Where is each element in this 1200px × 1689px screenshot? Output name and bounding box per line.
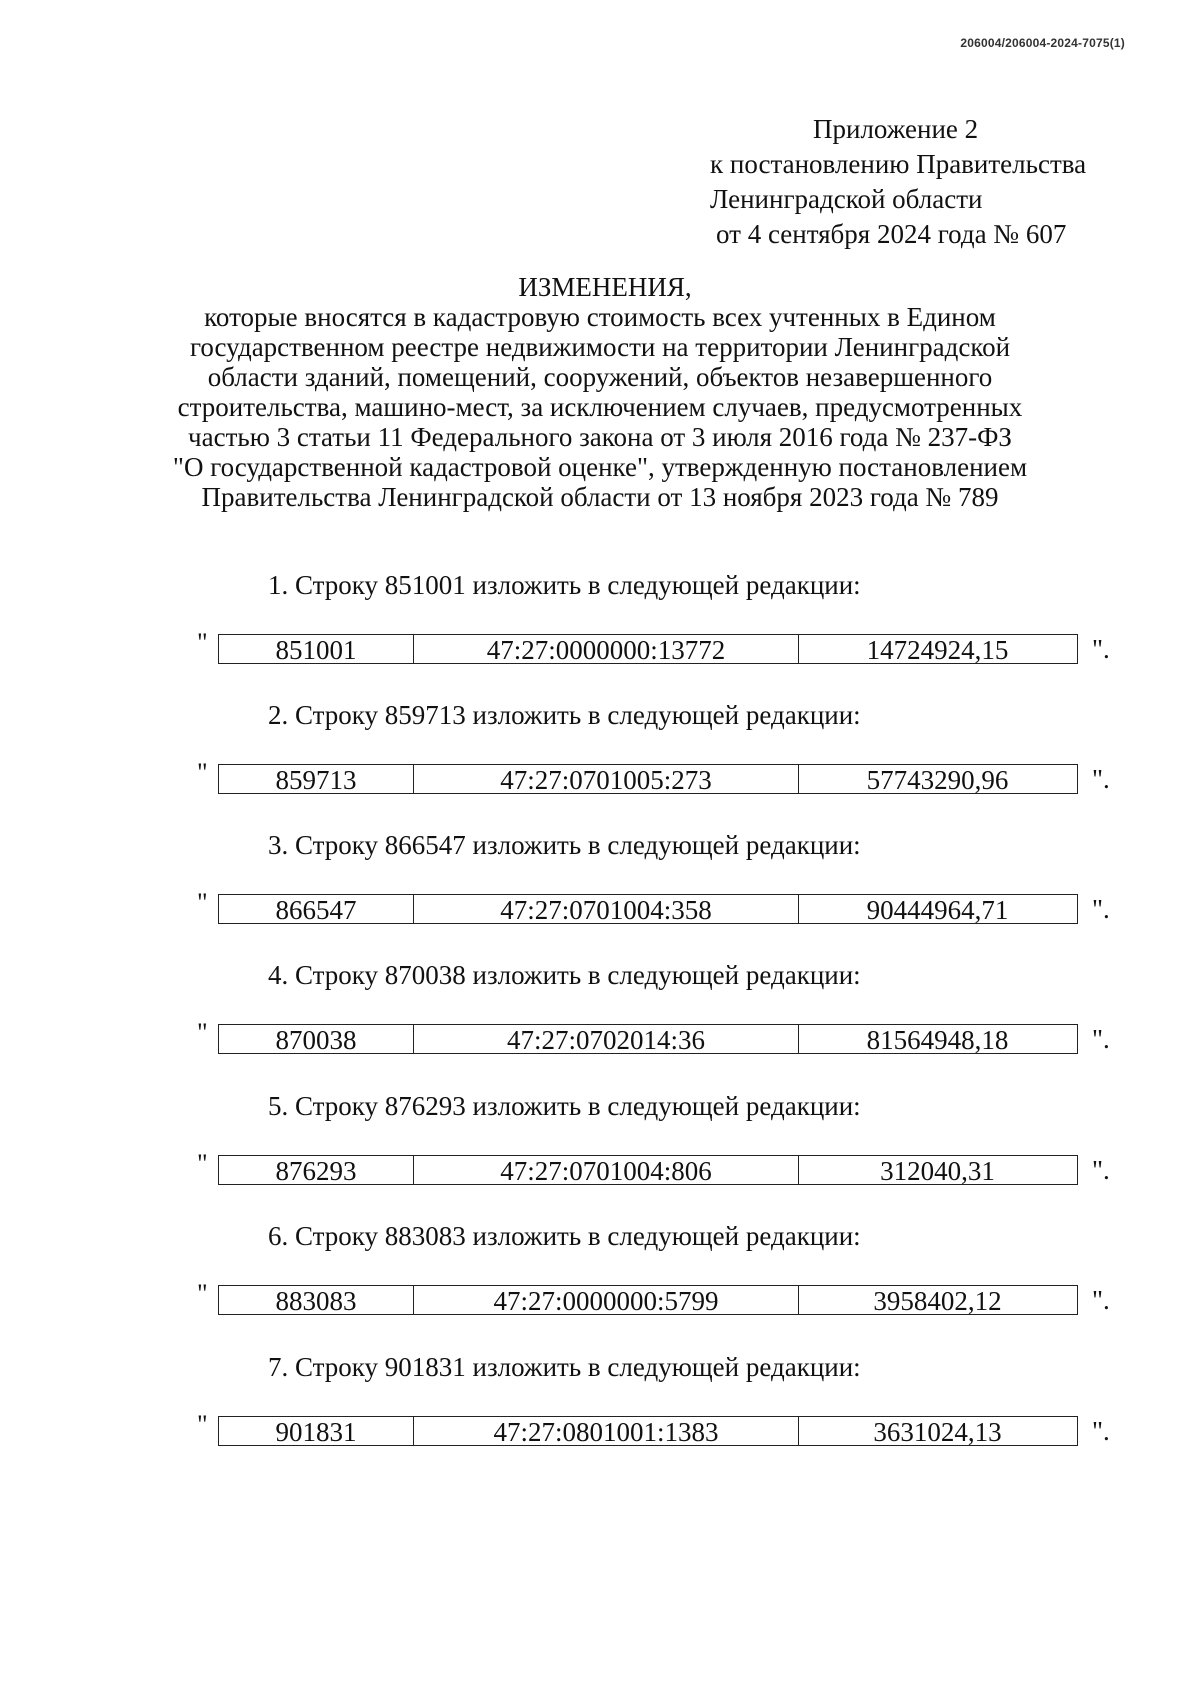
row-number-cell: 859713 bbox=[219, 765, 414, 793]
heading-line: которые вносятся в кадастровую стоимость всех учтенных в Едином bbox=[204, 302, 996, 332]
cadastral-value-cell: 312040,31 bbox=[880, 1156, 995, 1184]
cadastral-number-cell: 47:27:0000000:13772 bbox=[414, 635, 799, 663]
row-number-cell: 901831 bbox=[219, 1417, 414, 1445]
cadastral-number-cell: 47:27:0701005:273 bbox=[414, 765, 799, 793]
quote-open-mark: " bbox=[197, 1410, 208, 1439]
amendment-instruction: 2. Строку 859713 изложить в следующей редакции: bbox=[268, 700, 861, 730]
amendment-row-table bbox=[218, 894, 1078, 924]
cadastral-value-cell: 3631024,13 bbox=[873, 1417, 1002, 1445]
amendment-row-table bbox=[218, 1024, 1078, 1054]
amendment-row-table bbox=[218, 764, 1078, 794]
amendment-instruction: 4. Строку 870038 изложить в следующей редакции: bbox=[268, 960, 861, 990]
amendment-row-table bbox=[218, 1155, 1078, 1185]
appendix-block bbox=[710, 112, 1086, 252]
heading-line: государственном реестре недвижимости на территории Ленинградской bbox=[189, 332, 1011, 362]
quote-close-mark: ". bbox=[1092, 1024, 1110, 1054]
cadastral-value-cell: 57743290,96 bbox=[866, 765, 1009, 793]
row-number-cell: 870038 bbox=[219, 1025, 414, 1053]
cadastral-number-cell: 47:27:0801001:1383 bbox=[414, 1417, 799, 1445]
quote-open-mark: " bbox=[197, 1018, 208, 1047]
cadastral-value-cell: 81564948,18 bbox=[866, 1025, 1009, 1053]
cadastral-number-cell: 47:27:0701004:358 bbox=[414, 895, 799, 923]
quote-close-mark: ". bbox=[1092, 634, 1110, 664]
quote-close-mark: ". bbox=[1092, 1285, 1110, 1315]
quote-close-mark: ". bbox=[1092, 1416, 1110, 1446]
amendment-instruction: 3. Строку 866547 изложить в следующей редакции: bbox=[268, 830, 861, 860]
heading-line: частью 3 статьи 11 Федерального закона от 3 июля 2016 года № 237-ФЗ bbox=[188, 422, 1012, 452]
quote-open-mark: " bbox=[197, 758, 208, 787]
changes-heading bbox=[0, 272, 1200, 512]
quote-close-mark: ". bbox=[1092, 764, 1110, 794]
row-number-cell: 851001 bbox=[219, 635, 414, 663]
amendment-row-table bbox=[218, 1416, 1078, 1446]
quote-open-mark: " bbox=[197, 1149, 208, 1178]
quote-open-mark: " bbox=[197, 628, 208, 657]
document-id: 206004/206004-2024-7075(1) bbox=[960, 36, 1125, 50]
appendix-date-line: от 4 сентября 2024 года № 607 bbox=[716, 219, 1067, 249]
heading-line: строительства, машино-мест, за исключением случаев, предусмотренных bbox=[177, 392, 1023, 422]
cadastral-value-cell: 14724924,15 bbox=[866, 635, 1009, 663]
amendment-instruction: 5. Строку 876293 изложить в следующей редакции: bbox=[268, 1091, 861, 1121]
quote-open-mark: " bbox=[197, 1279, 208, 1308]
cadastral-number-cell: 47:27:0000000:5799 bbox=[414, 1286, 799, 1314]
amendment-instruction: 6. Строку 883083 изложить в следующей редакции: bbox=[268, 1221, 861, 1251]
heading-line: области зданий, помещений, сооружений, объектов незавершенного bbox=[207, 362, 993, 392]
row-number-cell: 883083 bbox=[219, 1286, 414, 1314]
amendment-row-table bbox=[218, 634, 1078, 664]
row-number-cell: 876293 bbox=[219, 1156, 414, 1184]
appendix-title: Приложение 2 bbox=[813, 114, 979, 144]
appendix-line-1: к постановлению Правительства bbox=[710, 149, 1087, 179]
heading-line: "О государственной кадастровой оценке", утвержденную постановлением bbox=[172, 452, 1028, 482]
amendment-row-table bbox=[218, 1285, 1078, 1315]
heading-line: Правительства Ленинградской области от 13 ноября 2023 года № 789 bbox=[201, 482, 999, 512]
cadastral-number-cell: 47:27:0701004:806 bbox=[414, 1156, 799, 1184]
amendment-instruction: 7. Строку 901831 изложить в следующей редакции: bbox=[268, 1352, 861, 1382]
heading-title: ИЗМЕНЕНИЯ, bbox=[518, 272, 692, 302]
appendix-line-2: Ленинградской области bbox=[710, 184, 983, 214]
cadastral-number-cell: 47:27:0702014:36 bbox=[414, 1025, 799, 1053]
quote-close-mark: ". bbox=[1092, 894, 1110, 924]
cadastral-value-cell: 3958402,12 bbox=[873, 1286, 1002, 1314]
cadastral-value-cell: 90444964,71 bbox=[866, 895, 1009, 923]
row-number-cell: 866547 bbox=[219, 895, 414, 923]
quote-open-mark: " bbox=[197, 888, 208, 917]
quote-close-mark: ". bbox=[1092, 1155, 1110, 1185]
amendment-instruction: 1. Строку 851001 изложить в следующей редакции: bbox=[268, 570, 861, 600]
